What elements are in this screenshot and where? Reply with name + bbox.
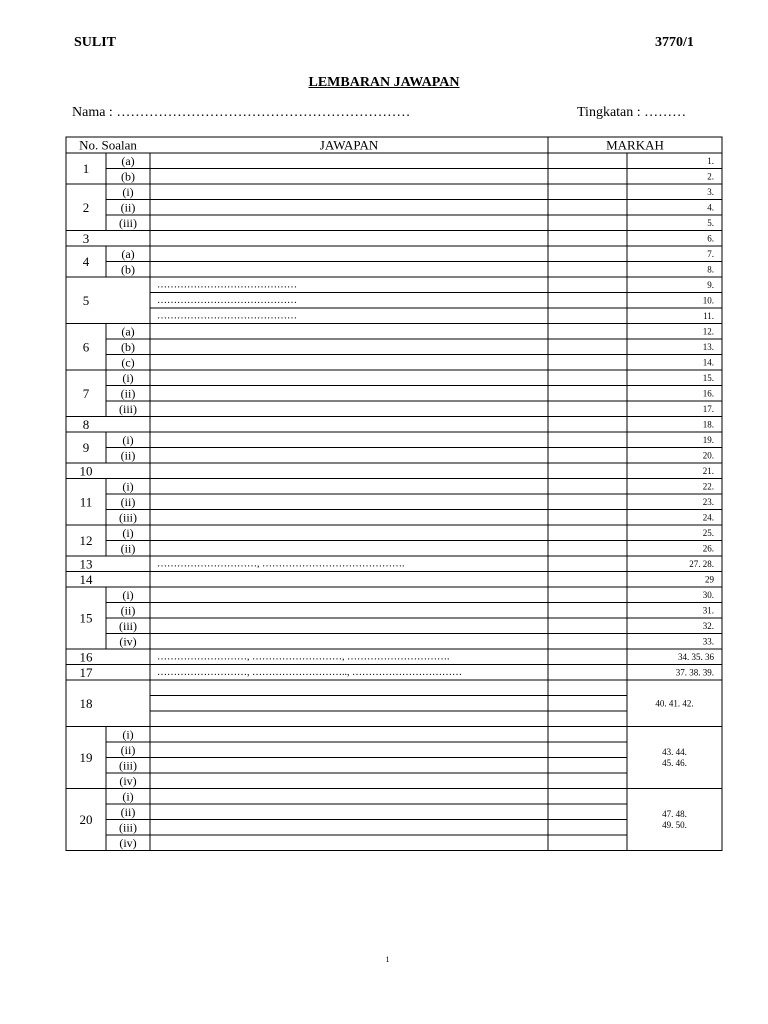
mark-number: 37. 38. 39. — [675, 667, 714, 678]
mark-number: 30. — [702, 589, 714, 600]
document-title: LEMBARAN JAWAPAN — [308, 75, 460, 90]
mark-number: 26. — [702, 543, 714, 554]
mark-number: 12. — [702, 326, 714, 337]
sub-question-label: (iv) — [119, 634, 137, 649]
mark-number: 29 — [705, 574, 714, 585]
question-number: 19 — [79, 750, 93, 765]
mark-number: 2. — [707, 171, 714, 182]
sub-question-label: (iii) — [119, 510, 137, 525]
mark-number: 19. — [702, 434, 714, 445]
mark-number: 33. — [702, 636, 714, 647]
question-number: 3 — [82, 230, 90, 246]
sub-question-label: (a) — [121, 153, 135, 168]
sub-question-label: (ii) — [120, 603, 136, 618]
question-number: 17 — [79, 664, 93, 680]
question-number: 9 — [82, 440, 90, 455]
sub-question-label: (i) — [122, 727, 134, 742]
sub-question-label: (ii) — [120, 448, 136, 463]
form-level-field: Tingkatan : ……… — [577, 105, 687, 120]
sub-question-label: (ii) — [120, 200, 136, 215]
mark-number: 25. — [702, 527, 714, 538]
mark-number: 6. — [707, 233, 714, 244]
mark-number: 1. — [707, 155, 714, 166]
column-header-markah: MARKAH — [606, 137, 664, 153]
mark-number: 3. — [707, 186, 714, 197]
mark-number: 20. — [702, 450, 714, 461]
sub-question-label: (i) — [122, 789, 134, 804]
mark-number: 27. 28. — [689, 558, 714, 569]
mark-number: 34. 35. 36 — [678, 651, 714, 662]
mark-group-label: 43. 44. — [662, 747, 687, 757]
sub-question-label: (ii) — [120, 804, 136, 819]
question-number: 11 — [79, 494, 93, 510]
sub-question-label: (c) — [121, 355, 135, 370]
sub-question-label: (i) — [122, 184, 134, 199]
question-number: 7 — [82, 385, 90, 401]
sub-question-label: (iii) — [119, 215, 137, 230]
sub-question-label: (ii) — [120, 386, 136, 401]
sub-question-label: (b) — [121, 262, 135, 277]
sub-question-label: (b) — [121, 339, 135, 354]
mark-number: 32. — [702, 620, 714, 631]
sub-question-label: (iii) — [119, 758, 137, 773]
mark-number: 4. — [707, 202, 714, 213]
sub-question-label: (i) — [122, 432, 134, 447]
question-number: 4 — [82, 254, 90, 269]
mark-group-label: 47. 48. — [662, 809, 687, 819]
mark-number: 11. — [703, 310, 714, 321]
sub-question-label: (iv) — [119, 773, 137, 788]
sub-question-label: (a) — [121, 324, 135, 339]
mark-number: 22. — [702, 481, 714, 492]
question-number: 10 — [79, 463, 93, 479]
sub-question-label: (iii) — [119, 820, 137, 835]
sub-question-label: (a) — [121, 246, 135, 261]
mark-group-label: 45. 46. — [662, 758, 687, 768]
question-number: 12 — [79, 533, 93, 548]
mark-number: 18. — [702, 419, 714, 430]
answer-dots: …………………………, ……………………………………. — [157, 558, 405, 570]
question-number: 13 — [79, 556, 93, 572]
answer-dots: ………………………, ………………………, …………………………. — [157, 651, 450, 663]
sub-question-label: (ii) — [120, 742, 136, 757]
question-number: 14 — [79, 571, 93, 587]
mark-number: 31. — [702, 605, 714, 616]
mark-number: 7. — [707, 248, 714, 259]
sub-question-label: (ii) — [120, 494, 136, 509]
mark-number: 16. — [702, 388, 714, 399]
mark-number: 9. — [707, 279, 714, 290]
mark-number: 17. — [702, 403, 714, 414]
sub-question-label: (iv) — [119, 835, 137, 850]
question-number: 6 — [82, 339, 90, 355]
question-number: 8 — [82, 416, 90, 432]
paper-code: 3770/1 — [655, 35, 694, 50]
mark-number: 10. — [702, 295, 714, 306]
sub-question-label: (i) — [122, 525, 134, 540]
name-field: Nama : ……………………………………………………… — [72, 105, 411, 120]
column-header-jawapan: JAWAPAN — [319, 137, 379, 153]
answer-dots: ………………………, ……………………….., …………………………… — [157, 666, 462, 678]
question-number: 20 — [79, 812, 93, 827]
mark-number: 14. — [702, 357, 714, 368]
confidential-label: SULIT — [74, 35, 117, 50]
mark-number: 23. — [702, 496, 714, 507]
sub-question-label: (ii) — [120, 541, 136, 556]
answer-dots: …………………………………… — [157, 294, 297, 306]
sub-question-label: (i) — [122, 370, 134, 385]
sub-question-label: (b) — [121, 169, 135, 184]
sub-question-label: (i) — [122, 479, 134, 494]
question-number: 16 — [79, 649, 93, 665]
sub-question-label: (i) — [122, 587, 134, 602]
mark-number: 15. — [702, 372, 714, 383]
answer-dots: …………………………………… — [157, 310, 297, 322]
page-number: 1 — [385, 955, 390, 964]
mark-number: 13. — [702, 341, 714, 352]
answer-dots: …………………………………… — [157, 279, 297, 291]
question-number: 18 — [79, 695, 93, 711]
sub-question-label: (iii) — [119, 618, 137, 633]
question-number: 15 — [79, 610, 93, 626]
mark-number: 5. — [707, 217, 714, 228]
mark-number: 24. — [702, 512, 714, 523]
question-number: 2 — [82, 199, 90, 215]
question-number: 5 — [82, 292, 90, 308]
mark-number: 8. — [707, 264, 714, 275]
mark-group-label: 40. 41. 42. — [655, 698, 694, 709]
mark-group-label: 49. 50. — [662, 820, 687, 830]
column-header-no-soalan: No. Soalan — [79, 137, 137, 153]
mark-number: 21. — [702, 465, 714, 476]
sub-question-label: (iii) — [119, 401, 137, 416]
question-number: 1 — [82, 161, 90, 176]
